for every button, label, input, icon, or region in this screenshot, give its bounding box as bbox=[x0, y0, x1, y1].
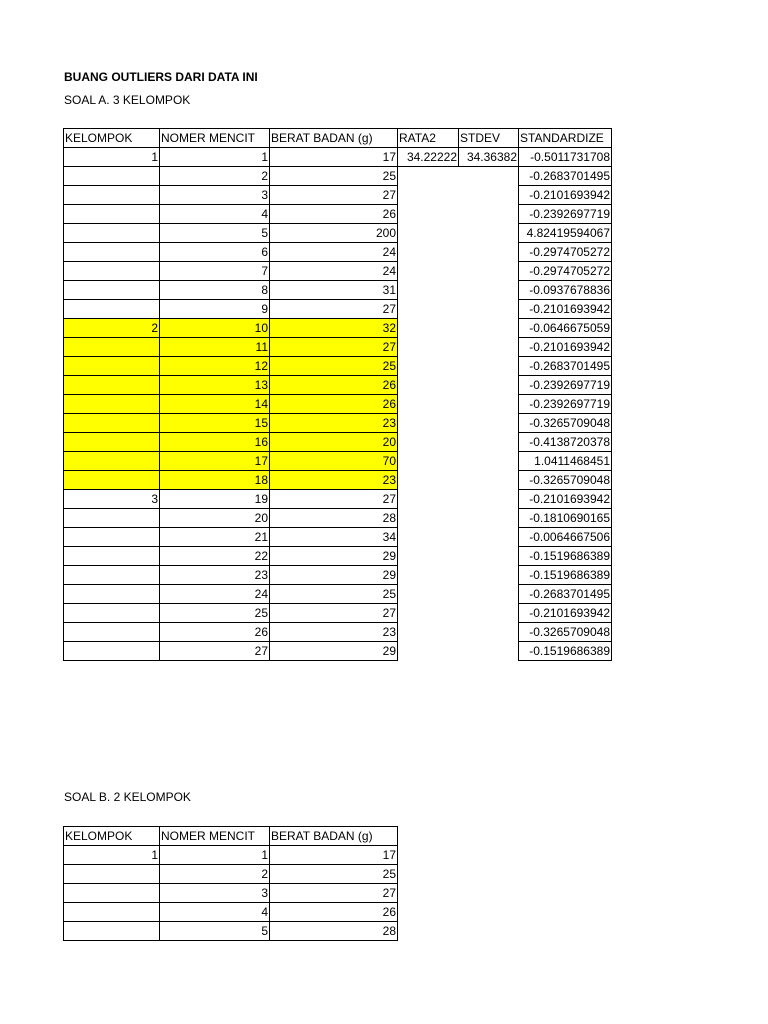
berat-badan-cell: 25 bbox=[270, 167, 398, 186]
kelompok-cell bbox=[64, 376, 160, 395]
nomer-mencit-cell: 1 bbox=[160, 846, 270, 865]
empty-cell bbox=[459, 642, 519, 661]
table-row bbox=[64, 338, 612, 357]
nomer-mencit-cell: 6 bbox=[160, 243, 270, 262]
empty-cell bbox=[398, 167, 459, 186]
table-row bbox=[64, 528, 612, 547]
rata2-cell: 34.22222 bbox=[398, 148, 459, 167]
empty-cell bbox=[459, 167, 519, 186]
nomer-mencit-cell: 2 bbox=[160, 865, 270, 884]
berat-badan-cell: 24 bbox=[270, 243, 398, 262]
empty-cell bbox=[398, 642, 459, 661]
header-berat-badan: BERAT BADAN (g) bbox=[270, 129, 398, 148]
empty-cell bbox=[459, 376, 519, 395]
berat-badan-cell: 25 bbox=[270, 357, 398, 376]
empty-cell bbox=[398, 509, 459, 528]
standardize-cell: -0.3265709048 bbox=[519, 471, 612, 490]
nomer-mencit-cell: 17 bbox=[160, 452, 270, 471]
table-row bbox=[64, 433, 612, 452]
header-kelompok: KELOMPOK bbox=[64, 827, 160, 846]
standardize-cell: -0.0646675059 bbox=[519, 319, 612, 338]
empty-cell bbox=[459, 357, 519, 376]
standardize-cell: -0.5011731708 bbox=[519, 148, 612, 167]
table-row bbox=[64, 922, 398, 941]
standardize-cell: -0.2101693942 bbox=[519, 338, 612, 357]
empty-cell bbox=[398, 243, 459, 262]
empty-cell bbox=[459, 262, 519, 281]
empty-cell bbox=[459, 319, 519, 338]
kelompok-cell bbox=[64, 224, 160, 243]
berat-badan-cell: 25 bbox=[270, 865, 398, 884]
empty-cell bbox=[459, 243, 519, 262]
berat-badan-cell: 26 bbox=[270, 395, 398, 414]
standardize-cell: -0.0937678836 bbox=[519, 281, 612, 300]
kelompok-cell bbox=[64, 281, 160, 300]
berat-badan-cell: 23 bbox=[270, 471, 398, 490]
berat-badan-cell: 29 bbox=[270, 566, 398, 585]
soal-b-title: SOAL B. 2 KELOMPOK bbox=[64, 790, 191, 804]
table-row bbox=[64, 262, 612, 281]
empty-cell bbox=[398, 528, 459, 547]
kelompok-cell bbox=[64, 262, 160, 281]
empty-cell bbox=[459, 528, 519, 547]
berat-badan-cell: 200 bbox=[270, 224, 398, 243]
berat-badan-cell: 29 bbox=[270, 642, 398, 661]
standardize-cell: -0.2392697719 bbox=[519, 395, 612, 414]
berat-badan-cell: 29 bbox=[270, 547, 398, 566]
berat-badan-cell: 70 bbox=[270, 452, 398, 471]
standardize-cell: -0.2683701495 bbox=[519, 167, 612, 186]
kelompok-cell bbox=[64, 167, 160, 186]
berat-badan-cell: 27 bbox=[270, 604, 398, 623]
nomer-mencit-cell: 24 bbox=[160, 585, 270, 604]
table-row bbox=[64, 604, 612, 623]
kelompok-cell bbox=[64, 642, 160, 661]
kelompok-cell bbox=[64, 566, 160, 585]
nomer-mencit-cell: 23 bbox=[160, 566, 270, 585]
nomer-mencit-cell: 8 bbox=[160, 281, 270, 300]
table-row bbox=[64, 281, 612, 300]
berat-badan-cell: 23 bbox=[270, 414, 398, 433]
empty-cell bbox=[459, 414, 519, 433]
empty-cell bbox=[459, 547, 519, 566]
standardize-cell: -0.4138720378 bbox=[519, 433, 612, 452]
nomer-mencit-cell: 15 bbox=[160, 414, 270, 433]
table-row bbox=[64, 414, 612, 433]
berat-badan-cell: 28 bbox=[270, 922, 398, 941]
table-row bbox=[64, 884, 398, 903]
standardize-cell: -0.2101693942 bbox=[519, 490, 612, 509]
table-row bbox=[64, 903, 398, 922]
nomer-mencit-cell: 25 bbox=[160, 604, 270, 623]
empty-cell bbox=[459, 186, 519, 205]
header-berat-badan: BERAT BADAN (g) bbox=[270, 827, 398, 846]
table-row bbox=[64, 452, 612, 471]
nomer-mencit-cell: 11 bbox=[160, 338, 270, 357]
standardize-cell: -0.0064667506 bbox=[519, 528, 612, 547]
berat-badan-cell: 27 bbox=[270, 490, 398, 509]
kelompok-cell bbox=[64, 922, 160, 941]
standardize-cell: 1.0411468451 bbox=[519, 452, 612, 471]
standardize-cell: -0.3265709048 bbox=[519, 414, 612, 433]
standardize-cell: -0.2101693942 bbox=[519, 186, 612, 205]
table-header-row bbox=[64, 129, 612, 148]
standardize-cell: -0.2683701495 bbox=[519, 357, 612, 376]
nomer-mencit-cell: 26 bbox=[160, 623, 270, 642]
kelompok-cell bbox=[64, 338, 160, 357]
kelompok-cell bbox=[64, 471, 160, 490]
table-row bbox=[64, 566, 612, 585]
kelompok-cell: 2 bbox=[64, 319, 160, 338]
nomer-mencit-cell: 19 bbox=[160, 490, 270, 509]
table-header-row bbox=[64, 827, 398, 846]
nomer-mencit-cell: 13 bbox=[160, 376, 270, 395]
empty-cell bbox=[398, 281, 459, 300]
berat-badan-cell: 17 bbox=[270, 846, 398, 865]
berat-badan-cell: 32 bbox=[270, 319, 398, 338]
kelompok-cell bbox=[64, 452, 160, 471]
header-kelompok: KELOMPOK bbox=[64, 129, 160, 148]
kelompok-cell bbox=[64, 585, 160, 604]
table-row bbox=[64, 471, 612, 490]
nomer-mencit-cell: 27 bbox=[160, 642, 270, 661]
table-row bbox=[64, 205, 612, 224]
berat-badan-cell: 27 bbox=[270, 884, 398, 903]
standardize-cell: -0.2101693942 bbox=[519, 300, 612, 319]
nomer-mencit-cell: 16 bbox=[160, 433, 270, 452]
nomer-mencit-cell: 20 bbox=[160, 509, 270, 528]
empty-cell bbox=[398, 623, 459, 642]
standardize-cell: -0.1519686389 bbox=[519, 642, 612, 661]
empty-cell bbox=[398, 604, 459, 623]
soal-b-table bbox=[63, 826, 398, 941]
standardize-cell: -0.1810690165 bbox=[519, 509, 612, 528]
empty-cell bbox=[398, 224, 459, 243]
header-standardize: STANDARDIZE bbox=[519, 129, 612, 148]
kelompok-cell bbox=[64, 623, 160, 642]
berat-badan-cell: 27 bbox=[270, 186, 398, 205]
empty-cell bbox=[459, 338, 519, 357]
standardize-cell: 4.82419594067 bbox=[519, 224, 612, 243]
nomer-mencit-cell: 18 bbox=[160, 471, 270, 490]
kelompok-cell: 3 bbox=[64, 490, 160, 509]
header-nomer-mencit: NOMER MENCIT bbox=[160, 129, 270, 148]
kelompok-cell bbox=[64, 186, 160, 205]
table-row bbox=[64, 846, 398, 865]
empty-cell bbox=[398, 452, 459, 471]
table-row bbox=[64, 243, 612, 262]
table-row bbox=[64, 642, 612, 661]
berat-badan-cell: 27 bbox=[270, 300, 398, 319]
soal-a-title: SOAL A. 3 KELOMPOK bbox=[64, 93, 191, 107]
kelompok-cell bbox=[64, 205, 160, 224]
kelompok-cell bbox=[64, 243, 160, 262]
berat-badan-cell: 27 bbox=[270, 338, 398, 357]
empty-cell bbox=[459, 471, 519, 490]
empty-cell bbox=[459, 623, 519, 642]
kelompok-cell bbox=[64, 604, 160, 623]
empty-cell bbox=[398, 357, 459, 376]
empty-cell bbox=[398, 585, 459, 604]
table-row bbox=[64, 357, 612, 376]
berat-badan-cell: 20 bbox=[270, 433, 398, 452]
table-row bbox=[64, 547, 612, 566]
standardize-cell: -0.1519686389 bbox=[519, 547, 612, 566]
empty-cell bbox=[398, 300, 459, 319]
table-row bbox=[64, 319, 612, 338]
empty-cell bbox=[459, 490, 519, 509]
table-row bbox=[64, 224, 612, 243]
empty-cell bbox=[459, 585, 519, 604]
table-row bbox=[64, 865, 398, 884]
soal-a-table bbox=[63, 128, 612, 661]
table-row bbox=[64, 167, 612, 186]
nomer-mencit-cell: 3 bbox=[160, 186, 270, 205]
empty-cell bbox=[459, 566, 519, 585]
kelompok-cell bbox=[64, 903, 160, 922]
empty-cell bbox=[398, 414, 459, 433]
empty-cell bbox=[398, 376, 459, 395]
nomer-mencit-cell: 5 bbox=[160, 922, 270, 941]
standardize-cell: -0.2974705272 bbox=[519, 262, 612, 281]
empty-cell bbox=[459, 509, 519, 528]
empty-cell bbox=[459, 433, 519, 452]
empty-cell bbox=[398, 262, 459, 281]
kelompok-cell bbox=[64, 300, 160, 319]
empty-cell bbox=[398, 395, 459, 414]
nomer-mencit-cell: 14 bbox=[160, 395, 270, 414]
empty-cell bbox=[398, 547, 459, 566]
table-row bbox=[64, 148, 612, 167]
kelompok-cell: 1 bbox=[64, 148, 160, 167]
page-heading: BUANG OUTLIERS DARI DATA INI bbox=[64, 70, 258, 84]
stdev-cell: 34.36382 bbox=[459, 148, 519, 167]
nomer-mencit-cell: 4 bbox=[160, 903, 270, 922]
standardize-cell: -0.2974705272 bbox=[519, 243, 612, 262]
header-nomer-mencit: NOMER MENCIT bbox=[160, 827, 270, 846]
berat-badan-cell: 31 bbox=[270, 281, 398, 300]
empty-cell bbox=[459, 300, 519, 319]
nomer-mencit-cell: 12 bbox=[160, 357, 270, 376]
kelompok-cell: 1 bbox=[64, 846, 160, 865]
table-row bbox=[64, 623, 612, 642]
empty-cell bbox=[398, 433, 459, 452]
nomer-mencit-cell: 9 bbox=[160, 300, 270, 319]
empty-cell bbox=[398, 338, 459, 357]
empty-cell bbox=[459, 395, 519, 414]
table-row bbox=[64, 509, 612, 528]
standardize-cell: -0.3265709048 bbox=[519, 623, 612, 642]
table-row bbox=[64, 376, 612, 395]
nomer-mencit-cell: 7 bbox=[160, 262, 270, 281]
berat-badan-cell: 24 bbox=[270, 262, 398, 281]
table-row bbox=[64, 186, 612, 205]
kelompok-cell bbox=[64, 395, 160, 414]
kelompok-cell bbox=[64, 357, 160, 376]
berat-badan-cell: 25 bbox=[270, 585, 398, 604]
nomer-mencit-cell: 2 bbox=[160, 167, 270, 186]
berat-badan-cell: 17 bbox=[270, 148, 398, 167]
nomer-mencit-cell: 22 bbox=[160, 547, 270, 566]
nomer-mencit-cell: 1 bbox=[160, 148, 270, 167]
kelompok-cell bbox=[64, 509, 160, 528]
empty-cell bbox=[459, 452, 519, 471]
empty-cell bbox=[398, 471, 459, 490]
kelompok-cell bbox=[64, 884, 160, 903]
standardize-cell: -0.2683701495 bbox=[519, 585, 612, 604]
table-row bbox=[64, 490, 612, 509]
standardize-cell: -0.2101693942 bbox=[519, 604, 612, 623]
berat-badan-cell: 28 bbox=[270, 509, 398, 528]
kelompok-cell bbox=[64, 528, 160, 547]
berat-badan-cell: 34 bbox=[270, 528, 398, 547]
nomer-mencit-cell: 3 bbox=[160, 884, 270, 903]
nomer-mencit-cell: 5 bbox=[160, 224, 270, 243]
empty-cell bbox=[398, 205, 459, 224]
berat-badan-cell: 26 bbox=[270, 205, 398, 224]
empty-cell bbox=[459, 205, 519, 224]
empty-cell bbox=[398, 566, 459, 585]
kelompok-cell bbox=[64, 433, 160, 452]
empty-cell bbox=[459, 281, 519, 300]
table-row bbox=[64, 395, 612, 414]
empty-cell bbox=[398, 319, 459, 338]
berat-badan-cell: 26 bbox=[270, 903, 398, 922]
table-row bbox=[64, 300, 612, 319]
kelompok-cell bbox=[64, 414, 160, 433]
empty-cell bbox=[459, 224, 519, 243]
empty-cell bbox=[398, 490, 459, 509]
kelompok-cell bbox=[64, 547, 160, 566]
berat-badan-cell: 26 bbox=[270, 376, 398, 395]
empty-cell bbox=[459, 604, 519, 623]
nomer-mencit-cell: 10 bbox=[160, 319, 270, 338]
empty-cell bbox=[398, 186, 459, 205]
berat-badan-cell: 23 bbox=[270, 623, 398, 642]
header-rata2: RATA2 bbox=[398, 129, 459, 148]
header-stdev: STDEV bbox=[459, 129, 519, 148]
table-row bbox=[64, 585, 612, 604]
nomer-mencit-cell: 21 bbox=[160, 528, 270, 547]
kelompok-cell bbox=[64, 865, 160, 884]
standardize-cell: -0.2392697719 bbox=[519, 205, 612, 224]
standardize-cell: -0.2392697719 bbox=[519, 376, 612, 395]
nomer-mencit-cell: 4 bbox=[160, 205, 270, 224]
standardize-cell: -0.1519686389 bbox=[519, 566, 612, 585]
